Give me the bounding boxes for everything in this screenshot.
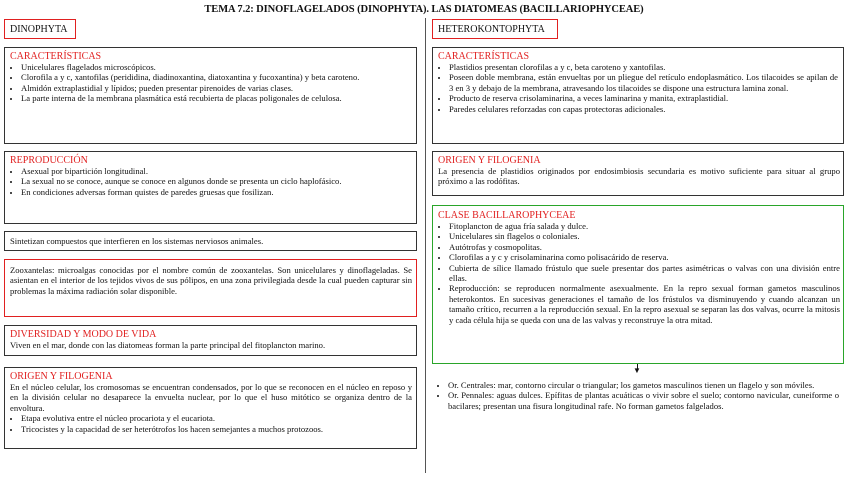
dino-zooxantelas-box — [4, 259, 417, 317]
list-item: • Tricocistes y la capacidad de ser heterótrofos los hacen semejantes a muchos protozoos. — [21, 424, 412, 434]
dino-origen-text: En el núcleo celular, los cromosomas se encuentran condensados, por lo que se reconocen en el núcleo en reposo y en la división celular no desaparece la envuelta nuclear, por lo que el huso mitótico se organiza dentro de la envoltura. — [10, 382, 412, 413]
dino-diversidad-content — [10, 329, 410, 350]
down-arrow-icon: ▼ — [633, 366, 641, 375]
dino-origen-heading: ORIGEN Y FILOGENIA — [10, 371, 113, 382]
page-title: TEMA 7.2: DINOFLAGELADOS (DINOPHYTA). LAS DIATOMEAS (BACILLARIOPHYCEAE) — [204, 4, 644, 15]
list-item: • Or. Pennales: aguas dulces. Epífitas de plantas acuáticas o vivir sobre el suelo; contorno navicular, cuneiforme o bacilares; presentan una fisura longitudinal rafe. No forman gametos falgelados. — [448, 390, 839, 411]
hetero-clase-content — [438, 210, 840, 325]
list-item: • Clorofila a y c, xantofilas (perididina, diadinoxantina, diatoxantina y fucoxantina) y beta caroteno. — [21, 72, 410, 82]
dino-reproduccion-heading: REPRODUCCIÓN — [10, 155, 88, 166]
hetero-origen-box — [432, 151, 844, 196]
dino-reproduccion-content — [10, 155, 410, 197]
dino-sintetizan-text: Sintetizan compuestos que interfieren en los sistemas nerviosos animales. — [10, 236, 264, 246]
heterokontophyta-header-box — [432, 19, 558, 39]
dinophyta-header: DINOPHYTA — [10, 24, 68, 35]
hetero-ordenes-content — [437, 380, 839, 411]
list-item: • Unicelulares sin flagelos o coloniales. — [449, 231, 840, 241]
hetero-clase-list — [438, 221, 840, 325]
list-item: • Plastidios presentan clorofilas a y c, beta caroteno y xantofilas. — [449, 62, 838, 72]
dino-sintetizan-box — [4, 231, 417, 251]
list-item: • La parte interna de la membrana plasmática está recubierta de placas poligonales de celulosa. — [21, 93, 410, 103]
hetero-caracteristicas-list — [438, 62, 838, 114]
hetero-origen-heading: ORIGEN Y FILOGENIA — [438, 155, 541, 166]
hetero-clase-heading: CLASE BACILLAROPHYCEAE — [438, 210, 576, 221]
list-item: • Cubierta de sílice llamado frústulo que suele presentar dos partes asimétricas o valvas con una división entre ellas. — [449, 263, 840, 284]
list-item: • Poseen doble membrana, están envueltas por un pliegue del retículo endoplasmático. Los tilacoides se apilan de 3 en 3 y debajo de la membrana, atravesando los tilacoides se dispone una estructura lamina zonal. — [449, 72, 838, 93]
list-item: • Fitoplancton de agua fría salada y dulce. — [449, 221, 840, 231]
dino-diversidad-heading: DIVERSIDAD Y MODO DE VIDA — [10, 329, 157, 340]
dino-diversidad-box — [4, 325, 417, 356]
list-item: • La sexual no se conoce, aunque se conoce en algunos donde se presenta un ciclo haplofásico. — [21, 176, 410, 186]
hetero-clase-box — [432, 205, 844, 364]
hetero-caracteristicas-content — [438, 51, 838, 114]
dino-caracteristicas-box — [4, 47, 417, 144]
list-item: • Paredes celulares reforzadas con capas protectoras adicionales. — [449, 104, 838, 114]
list-item: • Almidón extraplastidial y lípidos; pueden presentar pirenoides de varias clases. — [21, 83, 410, 93]
list-item: • Autótrofas y cosmopolitas. — [449, 242, 840, 252]
list-item: • En condiciones adversas forman quistes de paredes gruesas que fosilizan. — [21, 187, 410, 197]
dino-reproduccion-list — [10, 166, 410, 197]
dino-caracteristicas-list — [10, 62, 410, 104]
column-divider — [425, 18, 426, 473]
list-item: • Etapa evolutiva entre el núcleo procariota y el eucariota. — [21, 413, 412, 423]
dino-diversidad-text: Viven en el mar, donde con las diatomeas forman la parte principal del fitoplancton marino. — [10, 340, 326, 350]
list-item: • Or. Centrales: mar, contorno circular o triangular; los gametos masculinos tienen un flagelo y son móviles. — [448, 380, 839, 390]
dino-reproduccion-box — [4, 151, 417, 224]
list-item: • Unicelulares flagelados microscópicos. — [21, 62, 410, 72]
hetero-ordenes-list — [437, 380, 839, 411]
dinophyta-header-box — [4, 19, 76, 39]
hetero-caracteristicas-box — [432, 47, 844, 144]
hetero-origen-content — [438, 155, 840, 187]
dino-caracteristicas-heading: CARACTERÍSTICAS — [10, 51, 102, 62]
dino-origen-list — [10, 413, 412, 434]
dino-origen-content — [10, 371, 412, 434]
list-item: • Reproducción: se reproducen normalmente asexualmente. En la repro sexual forman gametos masculinos heterokontos. En sucesivas generaciones el tamaño de los frústulos va disminuyendo y cuando alcanzan un tamaño crítico, recurren a la reproducción sexual. En la repro asexual se separan las dos valvas, ocurre la mitosis y cada célula hija se queda con una de las valvas y reconstruye la otra mitad. — [449, 283, 840, 325]
dino-zooxantelas-text: Zooxantelas: microalgas conocidas por el nombre común de zooxantelas. Son unicelulares y dinoflageladas. Se asientan en el interior de los tejidos vivos de sus pólipos, en una zona privilegiada desde la cual pueden capturar sin problemas la máxima radiación solar disponible. — [10, 265, 412, 296]
dino-caracteristicas-content — [10, 51, 410, 104]
list-item: • Clorofilas a y c y crisolaminarina como polisacárido de reserva. — [449, 252, 840, 262]
dino-origen-box — [4, 367, 417, 449]
hetero-origen-text: La presencia de plastidios originados por endosimbiosis secundaria es motivo suficiente para situar al grupo próximo a las rodófitas. — [438, 166, 840, 187]
list-item: • Asexual por bipartición longitudinal. — [21, 166, 410, 176]
hetero-caracteristicas-heading: CARACTERÍSTICAS — [438, 51, 530, 62]
list-item: • Producto de reserva crisolaminarina, a veces laminarina y manita, extraplastidial. — [449, 93, 838, 103]
heterokontophyta-header: HETEROKONTOPHYTA — [438, 24, 545, 35]
